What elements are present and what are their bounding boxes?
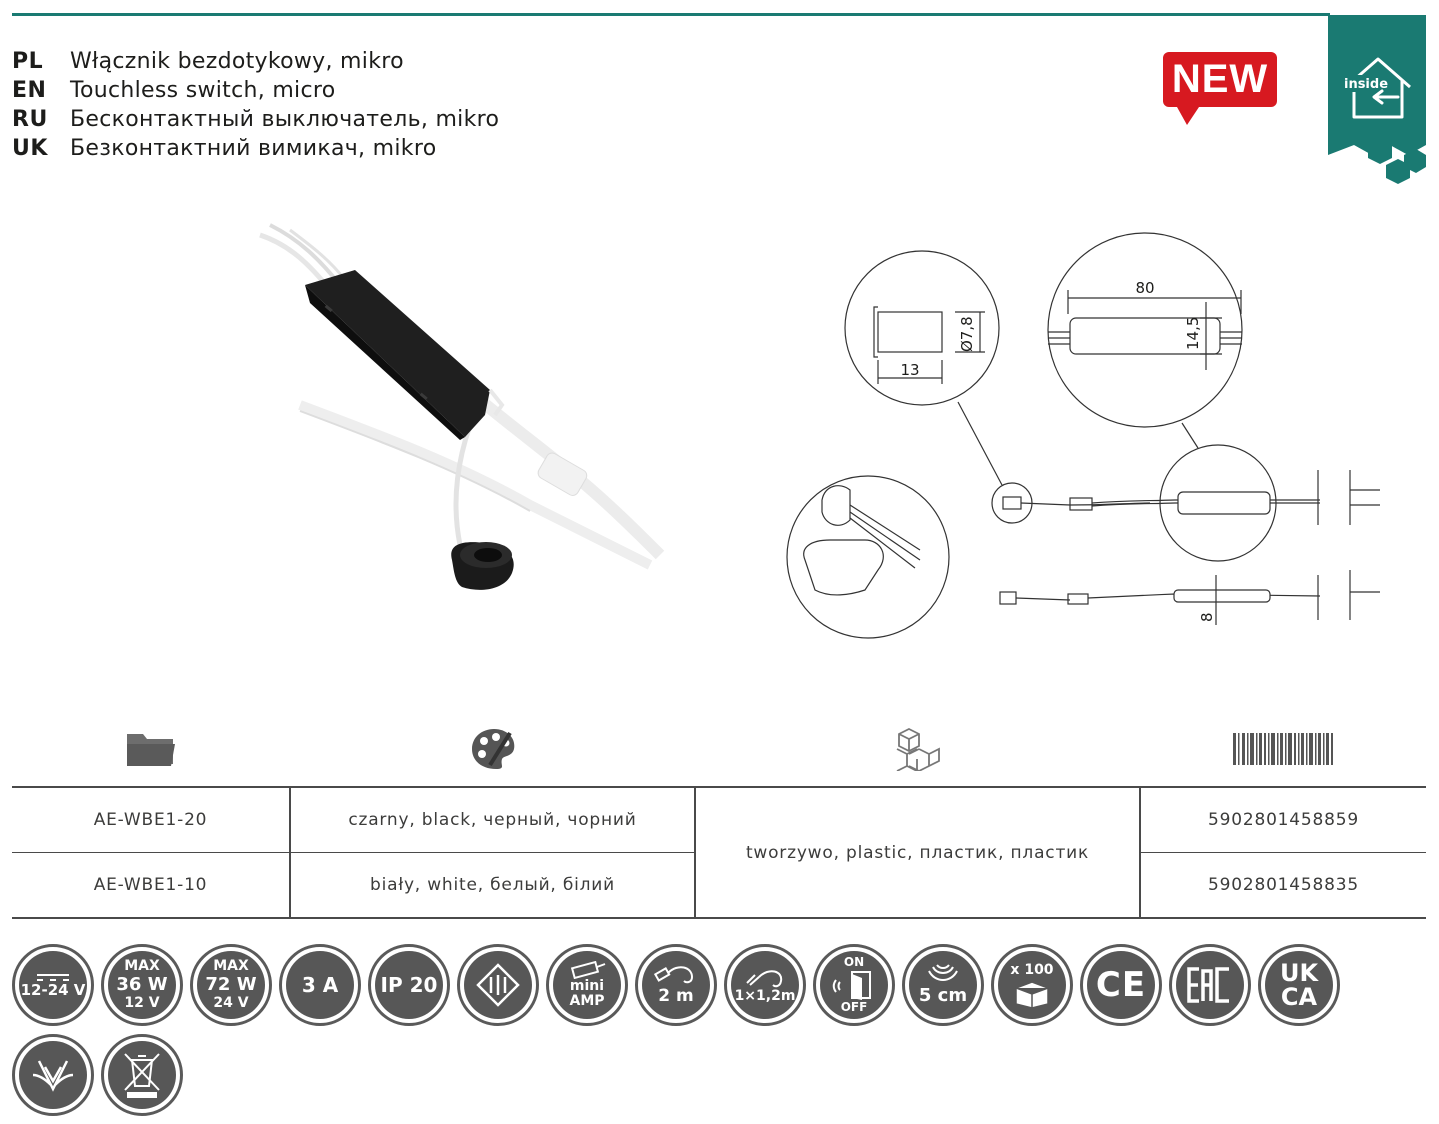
product-name: Włącznik bezdotykowy, mikro	[70, 49, 404, 74]
amp-label: AMP	[569, 993, 605, 1009]
table-cell-material: tworzywo, plastic, пластик, пластик	[745, 843, 1090, 863]
cable-length-value: 2 m	[658, 986, 694, 1006]
table-cell-color: czarny, black, черный, чорний	[348, 810, 637, 830]
voltage-picto	[12, 944, 94, 1026]
inside-label: inside	[1343, 77, 1389, 92]
title-row-pl	[12, 47, 499, 76]
table-cell-ean: 5902801458859	[1207, 810, 1359, 830]
cable-section-picto	[724, 944, 806, 1026]
max-voltage: 24 V	[213, 995, 249, 1011]
pack-value: x 100	[1010, 961, 1054, 978]
ce-picto	[1080, 944, 1162, 1026]
product-name: Бесконтактный выключатель, mikro	[70, 107, 500, 132]
title-row-ru	[12, 105, 499, 134]
range-picto	[902, 944, 984, 1026]
ce-mark: CE	[1095, 965, 1147, 1005]
ip-picto	[368, 944, 450, 1026]
table-cell-ean: 5902801458835	[1207, 875, 1359, 895]
max36-picto	[101, 944, 183, 1026]
ukraine-conformity-picto	[12, 1034, 94, 1116]
inside-house-icon	[1328, 15, 1428, 190]
weee-picto	[101, 1034, 183, 1116]
class3-icon	[475, 962, 521, 1008]
table-row-divider	[12, 852, 695, 853]
ukca-picto	[1258, 944, 1340, 1026]
max-power: 36 W	[116, 974, 168, 995]
spec-table	[12, 786, 1426, 919]
dim-sensor-length: 13	[900, 361, 920, 379]
door-icon	[832, 970, 876, 1000]
lang-code: PL	[12, 49, 44, 74]
ua-mark-icon	[29, 1051, 77, 1099]
pictogram-row	[12, 944, 1432, 1124]
table-top-rule	[12, 786, 1426, 788]
dim-sensor-diameter: Ø7,8	[958, 316, 976, 352]
current-value: 3 A	[301, 973, 339, 997]
max-label: MAX	[213, 958, 249, 974]
table-row-divider	[1140, 852, 1426, 853]
ukca-bottom: CA	[1280, 983, 1318, 1011]
new-badge	[1163, 52, 1277, 126]
sensor-wave-icon	[921, 963, 965, 985]
max72-picto	[190, 944, 272, 1026]
table-col-divider	[1139, 786, 1141, 919]
max-voltage: 12 V	[124, 995, 160, 1011]
product-name: Touchless switch, micro	[70, 78, 336, 103]
ukca-top: UK	[1279, 959, 1319, 987]
mini-label: mini	[569, 978, 605, 994]
product-titles	[12, 47, 499, 163]
table-cell-code: AE-WBE1-10	[93, 875, 208, 895]
mini-amp-picto	[546, 944, 628, 1026]
new-badge-pointer-icon	[1163, 52, 1277, 126]
header-rule	[12, 13, 1330, 16]
ip-value: IP 20	[380, 973, 438, 997]
cable-icon	[652, 963, 700, 985]
technical-drawing	[770, 220, 1380, 640]
new-badge-label: NEW	[1163, 52, 1277, 107]
eac-mark-icon	[1187, 967, 1233, 1003]
eac-picto	[1169, 944, 1251, 1026]
plug-icon	[741, 967, 789, 989]
folder-icon	[125, 730, 177, 772]
table-cell-code: AE-WBE1-20	[93, 810, 208, 830]
product-name: Безконтактний вимикач, mikro	[70, 136, 437, 161]
table-cell-color: biały, white, белый, білий	[369, 875, 616, 895]
range-value: 5 cm	[918, 985, 968, 1006]
lang-code: RU	[12, 107, 48, 132]
off-label: OFF	[840, 1000, 868, 1014]
lang-code: UK	[12, 136, 48, 161]
cable-length-picto	[635, 944, 717, 1026]
max-label: MAX	[124, 958, 160, 974]
table-bottom-rule	[12, 917, 1426, 919]
table-col-divider	[289, 786, 291, 919]
max-power: 72 W	[205, 974, 257, 995]
palette-icon	[470, 727, 518, 775]
voltage-value: 12-24 V	[20, 980, 86, 999]
barcode-icon	[1233, 733, 1333, 769]
title-row-en	[12, 76, 499, 105]
lang-code: EN	[12, 78, 47, 103]
on-label: ON	[843, 955, 865, 969]
title-row-uk	[12, 134, 499, 163]
box-icon	[1010, 978, 1054, 1008]
pack-picto	[991, 944, 1073, 1026]
product-photo	[250, 215, 710, 615]
cubes-icon	[895, 727, 943, 775]
dim-height: 14,5	[1184, 316, 1202, 350]
weee-bin-icon	[119, 1050, 165, 1100]
connector-icon	[567, 961, 607, 979]
door-switch-picto	[813, 944, 895, 1026]
cable-section-value: 1×1,2m	[734, 987, 796, 1004]
inside-banner	[1328, 15, 1428, 194]
dim-length: 80	[1135, 279, 1155, 297]
dim-thickness: 8	[1198, 612, 1216, 622]
current-picto	[279, 944, 361, 1026]
class3-picto	[457, 944, 539, 1026]
